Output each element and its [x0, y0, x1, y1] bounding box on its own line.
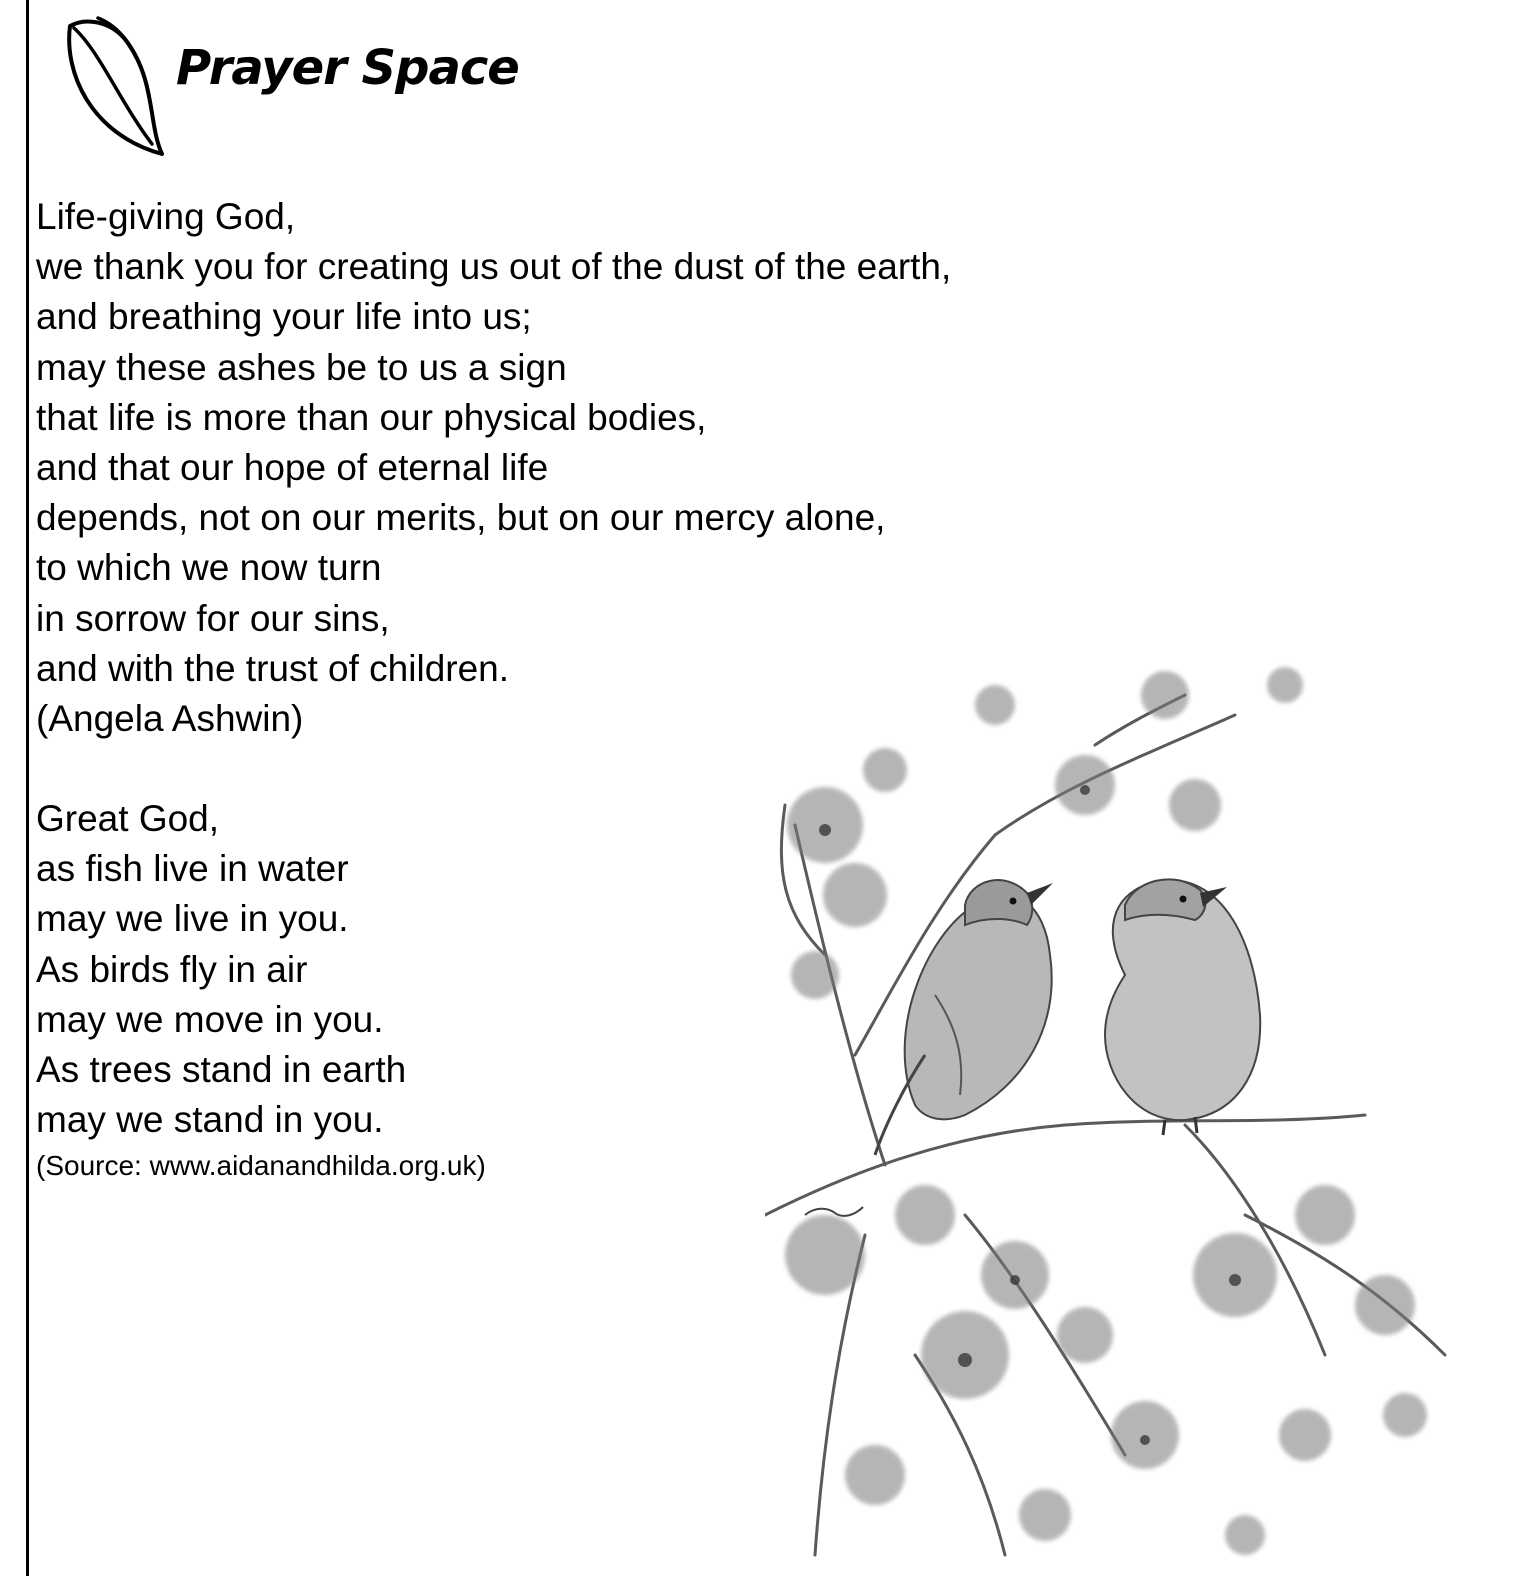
prayer-2-line: as fish live in water: [36, 848, 349, 890]
prayer-1-line: that life is more than our physical bodies,: [36, 396, 707, 438]
prayer-1-attribution: (Angela Ashwin): [36, 698, 304, 740]
prayer-1-line: Life-giving God,: [36, 196, 296, 237]
prayer-1-line: in sorrow for our sins,: [36, 597, 390, 639]
prayer-2-line: As birds fly in air: [36, 948, 308, 990]
prayer-2-line: Great God,: [36, 798, 220, 839]
prayer-1-line: may these ashes be to us a sign: [36, 346, 567, 388]
prayer-1-line: and with the trust of children.: [36, 647, 510, 689]
prayer-2-line: may we move in you.: [36, 998, 384, 1040]
prayer-1-line: depends, not on our merits, but on our mercy alone,: [36, 497, 886, 539]
prayer-2-line: may we stand in you.: [36, 1099, 384, 1141]
leaf-icon: [60, 12, 170, 160]
prayer-2-line: As trees stand in earth: [36, 1049, 407, 1091]
prayer-1-line: to which we now turn: [36, 547, 382, 589]
left-border-rule: [26, 0, 29, 1576]
prayer-1-line: and breathing your life into us;: [36, 296, 532, 338]
prayer-2-line: may we live in you.: [36, 898, 349, 940]
birds-on-blossom-branch-icon: [765, 655, 1455, 1576]
prayer-1-line: and that our hope of eternal life: [36, 447, 549, 489]
prayer-1-line: we thank you for creating us out of the dust of the earth,: [36, 246, 952, 288]
prayer-2-source: (Source: www.aidanandhilda.org.uk): [36, 1150, 486, 1181]
page-title: Prayer Space: [176, 40, 519, 96]
